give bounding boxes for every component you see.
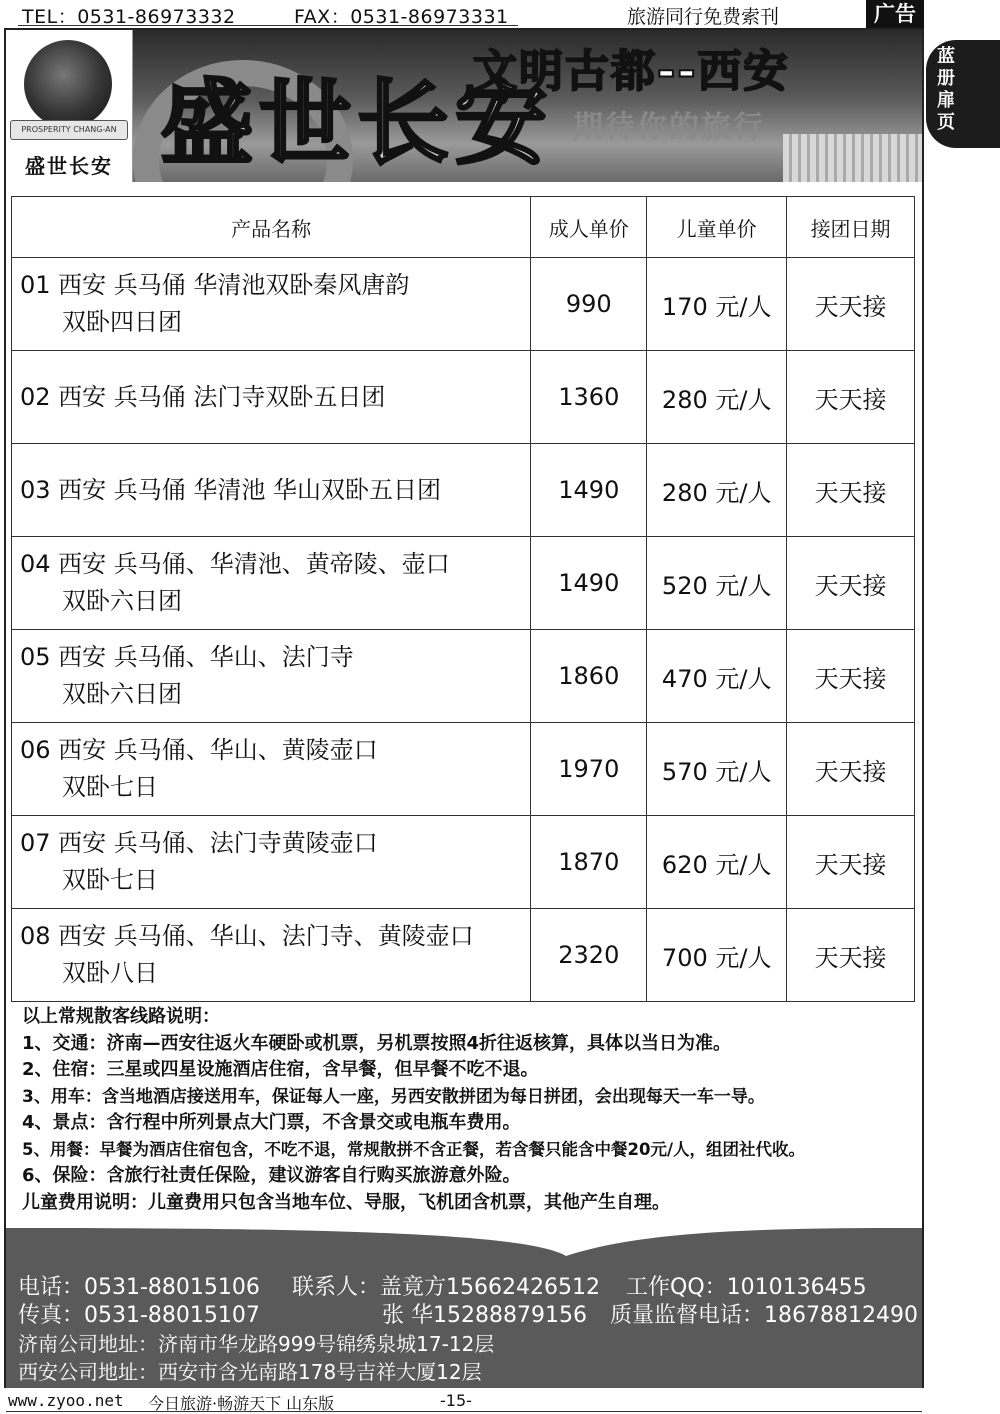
tour-date: 天天接: [787, 909, 915, 1002]
table-header-row: [12, 197, 915, 258]
product-line2: 双卧八日: [62, 959, 158, 987]
adult-price: 1490: [531, 537, 647, 630]
page-bottom: [0, 1390, 1000, 1414]
table-row: [12, 444, 915, 537]
tour-date: 天天接: [787, 444, 915, 537]
banner-image: [133, 30, 922, 182]
footer-phone: 电话：0531-88015106: [18, 1275, 260, 1300]
col-header-date: 接团日期: [787, 197, 915, 258]
buildings-shape: [783, 134, 922, 182]
logo-emblem-icon: [24, 40, 112, 128]
banner-sub-title: 文明古都--西安: [473, 46, 790, 97]
table-row: [12, 630, 915, 723]
footer-contact2: 张 华15288879156: [382, 1303, 587, 1328]
tour-date: 天天接: [787, 816, 915, 909]
side-tab-char: 页: [937, 112, 955, 133]
tour-date: 天天接: [787, 630, 915, 723]
col-header-adult: 成人单价: [531, 197, 647, 258]
adult-price: 1490: [531, 444, 647, 537]
side-tab: [926, 40, 1000, 148]
side-tab-char: 扉: [937, 90, 955, 111]
logo-ribbon: PROSPERITY CHANG-AN: [10, 120, 128, 140]
header-underline: [18, 25, 518, 26]
note-item: 6、保险：含旅行社责任保险，建议游客自行购买旅游意外险。: [22, 1165, 521, 1186]
side-tab-char: 册: [937, 68, 955, 89]
product-line2: 双卧七日: [62, 773, 158, 801]
footer-xian-address: 西安公司地址：西安市含光南路178号吉祥大厦12层: [18, 1360, 482, 1384]
child-fee-note: 儿童费用说明：儿童费用只包含当地车位、导服，飞机团含机票，其他产生自理。: [22, 1191, 670, 1213]
adult-price: 1360: [531, 351, 647, 444]
table-row: [12, 258, 915, 351]
child-price: 700 元/人: [647, 909, 787, 1002]
product-name: [12, 444, 531, 537]
note-item: 3、用车：含当地酒店接送用车，保证每人一座，另西安散拼团为每日拼团，会出现每天一车一导。: [22, 1086, 765, 1107]
note-item: 2、住宿：三星或四星设施酒店住宿，含早餐，但早餐不吃不退。: [22, 1059, 539, 1080]
product-line1: 08 西安 兵马俑、华山、法门寺、黄陵壶口: [20, 922, 474, 950]
product-line1: 04 西安 兵马俑、华清池、黄帝陵、壶口: [20, 550, 450, 578]
note-item: 4、景点：含行程中所列景点大门票，不含景交或电瓶车费用。: [22, 1112, 521, 1133]
note-item: 1、交通：济南—西安往返火车硬卧或机票，另机票按照4折往返核算，具体以当日为准。: [22, 1032, 732, 1054]
contact-footer: [6, 1222, 922, 1388]
product-name: [12, 537, 531, 630]
adult-price: 1970: [531, 723, 647, 816]
banner: [6, 30, 922, 182]
magazine-name: 今日旅游·畅游天下 山东版: [148, 1394, 335, 1413]
product-line2: 双卧六日团: [62, 680, 182, 708]
routes-table: [11, 196, 915, 1002]
table-row: [12, 723, 915, 816]
child-price: 170 元/人: [647, 258, 787, 351]
child-price: 280 元/人: [647, 444, 787, 537]
col-header-child: 儿童单价: [647, 197, 787, 258]
child-price: 570 元/人: [647, 723, 787, 816]
banner-slogan: 期待你的旅行: [573, 110, 765, 145]
table-row: [12, 909, 915, 1002]
child-price: 280 元/人: [647, 351, 787, 444]
product-name: [12, 909, 531, 1002]
banner-big-title: 盛世长安: [161, 70, 554, 177]
footer-jinan-address: 济南公司地址：济南市华龙路999号锦绣泉城17-12层: [18, 1332, 495, 1356]
tour-date: 天天接: [787, 537, 915, 630]
table-row: [12, 816, 915, 909]
bottom-rule: [6, 1411, 922, 1412]
note-item: 5、用餐：早餐为酒店住宿包含，不吃不退，常规散拼不含正餐，若含餐只能含中餐20元/人，组团社代收。: [22, 1139, 805, 1159]
adult-price: 2320: [531, 909, 647, 1002]
col-header-name: 产品名称: [12, 197, 531, 258]
logo-text: 盛世长安: [25, 154, 113, 178]
notes-title: 以上常规散客线路说明：: [22, 1006, 220, 1027]
site-url: www.zyoo.net: [8, 1391, 124, 1410]
footer-fax: 传真：0531-88015107: [18, 1303, 260, 1328]
product-name: [12, 816, 531, 909]
product-line2: 双卧四日团: [62, 308, 182, 336]
header-free-index: 旅游同行免费索刊: [627, 6, 780, 28]
footer-wave-shape: [6, 1222, 922, 1262]
product-line1: 07 西安 兵马俑、法门寺黄陵壶口: [20, 829, 378, 857]
table-row: [12, 537, 915, 630]
product-line2: 双卧七日: [62, 866, 158, 894]
logo: [6, 30, 133, 182]
product-line1: 02 西安 兵马俑 法门寺双卧五日团: [20, 382, 386, 411]
header-fax: FAX：0531-86973331: [294, 6, 509, 28]
page-number: -15-: [440, 1391, 472, 1410]
footer-contact1: 联系人：盖竟方15662426512: [292, 1275, 600, 1300]
child-price: 620 元/人: [647, 816, 787, 909]
product-line1: 01 西安 兵马俑 华清池双卧秦风唐韵: [20, 271, 410, 299]
route-notes: [22, 1004, 922, 1216]
side-tab-char: 蓝: [937, 46, 955, 67]
product-name: [12, 258, 531, 351]
product-line1: 05 西安 兵马俑、华山、法门寺: [20, 643, 354, 671]
adult-price: 1860: [531, 630, 647, 723]
child-price: 520 元/人: [647, 537, 787, 630]
side-tab-text: [934, 46, 958, 134]
product-name: [12, 723, 531, 816]
product-line1: 03 西安 兵马俑 华清池 华山双卧五日团: [20, 475, 442, 504]
child-price: 470 元/人: [647, 630, 787, 723]
header-tel: TEL：0531-86973332: [22, 6, 236, 28]
product-name: [12, 630, 531, 723]
tour-date: 天天接: [787, 258, 915, 351]
adult-price: 990: [531, 258, 647, 351]
product-line2: 双卧六日团: [62, 587, 182, 615]
tour-date: 天天接: [787, 723, 915, 816]
ad-label: 广告: [866, 0, 924, 28]
tour-date: 天天接: [787, 351, 915, 444]
table-row: [12, 351, 915, 444]
top-bar: [0, 0, 1000, 28]
footer-qq: 工作QQ：1010136455: [626, 1275, 867, 1300]
adult-price: 1870: [531, 816, 647, 909]
footer-supervision: 质量监督电话：18678812490: [610, 1303, 918, 1328]
product-name: [12, 351, 531, 444]
product-line1: 06 西安 兵马俑、华山、黄陵壶口: [20, 736, 378, 764]
